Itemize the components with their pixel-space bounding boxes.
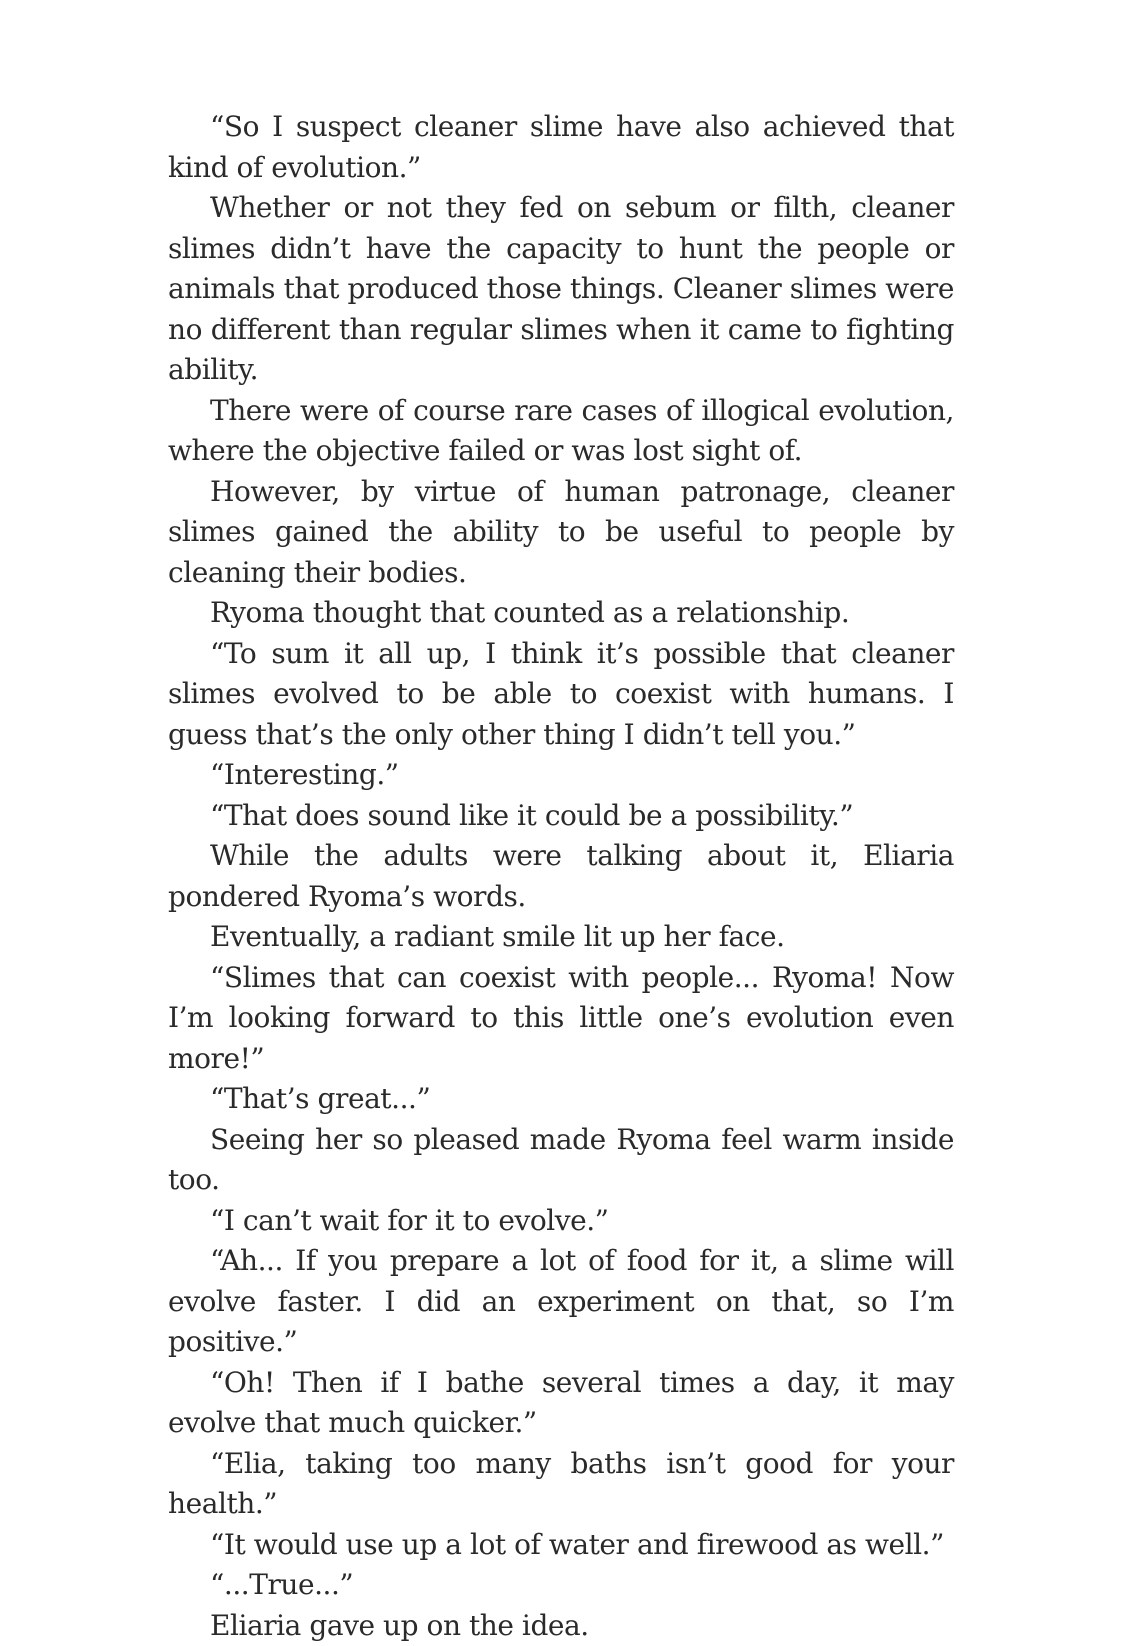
paragraph: “That’s great...” xyxy=(168,1079,954,1120)
paragraph: Eliaria gave up on the idea. xyxy=(168,1606,954,1646)
paragraph: There were of course rare cases of illogical evolution, where the objective failed or was lost sight of. xyxy=(168,391,954,472)
paragraph: “That does sound like it could be a possibility.” xyxy=(168,796,954,837)
paragraph: “Interesting.” xyxy=(168,755,954,796)
paragraph: While the adults were talking about it, Eliaria pondered Ryoma’s words. xyxy=(168,836,954,917)
paragraph: Whether or not they fed on sebum or filth, cleaner slimes didn’t have the capacity to hunt the people or animals that produced those things. Cleaner slimes were no different than regular slimes when it came to fighting ability. xyxy=(168,188,954,391)
paragraph: However, by virtue of human patronage, cleaner slimes gained the ability to be useful to people by cleaning their bodies. xyxy=(168,472,954,594)
page-body xyxy=(168,107,954,1646)
paragraph: Seeing her so pleased made Ryoma feel warm inside too. xyxy=(168,1120,954,1201)
paragraph: “Ah... If you prepare a lot of food for it, a slime will evolve faster. I did an experiment on that, so I’m positive.” xyxy=(168,1241,954,1363)
paragraph: “I can’t wait for it to evolve.” xyxy=(168,1201,954,1242)
paragraph: “Elia, taking too many baths isn’t good for your health.” xyxy=(168,1444,954,1525)
paragraph: “Oh! Then if I bathe several times a day, it may evolve that much quicker.” xyxy=(168,1363,954,1444)
paragraph: “So I suspect cleaner slime have also achieved that kind of evolution.” xyxy=(168,107,954,188)
paragraph: Eventually, a radiant smile lit up her face. xyxy=(168,917,954,958)
paragraph: Ryoma thought that counted as a relationship. xyxy=(168,593,954,634)
paragraph: “...True...” xyxy=(168,1565,954,1606)
paragraph: “It would use up a lot of water and firewood as well.” xyxy=(168,1525,954,1566)
paragraph: “To sum it all up, I think it’s possible that cleaner slimes evolved to be able to coexist with humans. I guess that’s the only other thing I didn’t tell you.” xyxy=(168,634,954,756)
paragraph: “Slimes that can coexist with people... Ryoma! Now I’m looking forward to this little one’s evolution even more!” xyxy=(168,958,954,1080)
